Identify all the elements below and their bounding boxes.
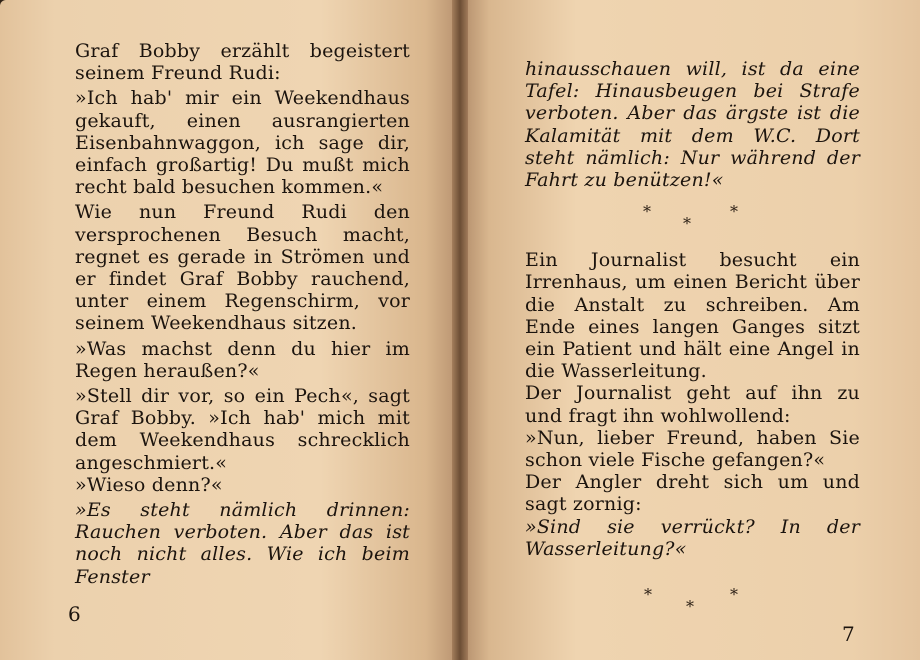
paragraph: »Ich hab' mir ein Weekendhaus gekauft, einen ausrangierten Eisenbahnwaggon, ich sage dir, einfach großartig! Du mußt mich recht bald besuchen kommen.« xyxy=(75,87,410,199)
left-page-text xyxy=(75,40,410,588)
paragraph: Der Journalist geht auf ihn zu und fragt ihn wohlwollend: xyxy=(525,382,860,427)
paragraph-italic: »Sind sie verrückt? In der Wasserleitung?« xyxy=(525,515,860,560)
paragraph-italic-continuation: hinausschauen will, ist da eine Tafel: Hinausbeugen bei Strafe verboten. Aber das ärgste ist die Kalamität mit dem W.C. Dort steht nämlich: Nur während der Fahrt zu benützen!« xyxy=(525,58,860,192)
paragraph: Der Angler dreht sich um und sagt zornig: xyxy=(525,471,860,516)
separator-star: * xyxy=(686,597,694,616)
section-separator xyxy=(525,201,860,233)
paragraph-italic: »Es steht nämlich drinnen: Rauchen verboten. Aber das ist noch nicht alles. Wie ich beim Fenster xyxy=(75,499,410,588)
paragraph: »Wieso denn?« xyxy=(75,473,223,496)
separator-star: * xyxy=(643,202,652,222)
paragraph: »Nun, lieber Freund, haben Sie schon viele Fische gefangen?« xyxy=(525,426,860,472)
separator-star: * xyxy=(730,585,738,604)
paragraph: Ein Journalist besucht ein Irrenhaus, um einen Bericht über die Anstalt zu schreiben. Am Ende eines langen Ganges sitzt ein Patient und hält eine Angel in die Wasserleitung. xyxy=(525,249,860,383)
page-number-right: 7 xyxy=(842,622,855,646)
page-number-left: 6 xyxy=(68,602,81,626)
paragraph: Wie nun Freund Rudi den versprochenen Besuch macht, regnet es gerade in Strömen und er findet Graf Bobby rauchend, unter einem Regenschirm, vor seinem Weekendhaus sitzen. xyxy=(75,201,410,335)
separator-star: * xyxy=(644,585,652,604)
paragraph: »Was machst denn du hier im Regen heraußen?« xyxy=(75,337,410,382)
paragraph: »Stell dir vor, so ein Pech«, sagt Graf Bobby. »Ich hab' mich mit dem Weekendhaus schrecklich angeschmiert.« xyxy=(75,385,410,474)
right-page-text xyxy=(525,58,860,560)
section-separator-bottom xyxy=(636,585,756,615)
book-gutter xyxy=(452,0,468,660)
separator-star: * xyxy=(683,214,692,234)
separator-star: * xyxy=(730,202,739,222)
paragraph: Graf Bobby erzählt begeistert seinem Freund Rudi: xyxy=(75,40,410,85)
